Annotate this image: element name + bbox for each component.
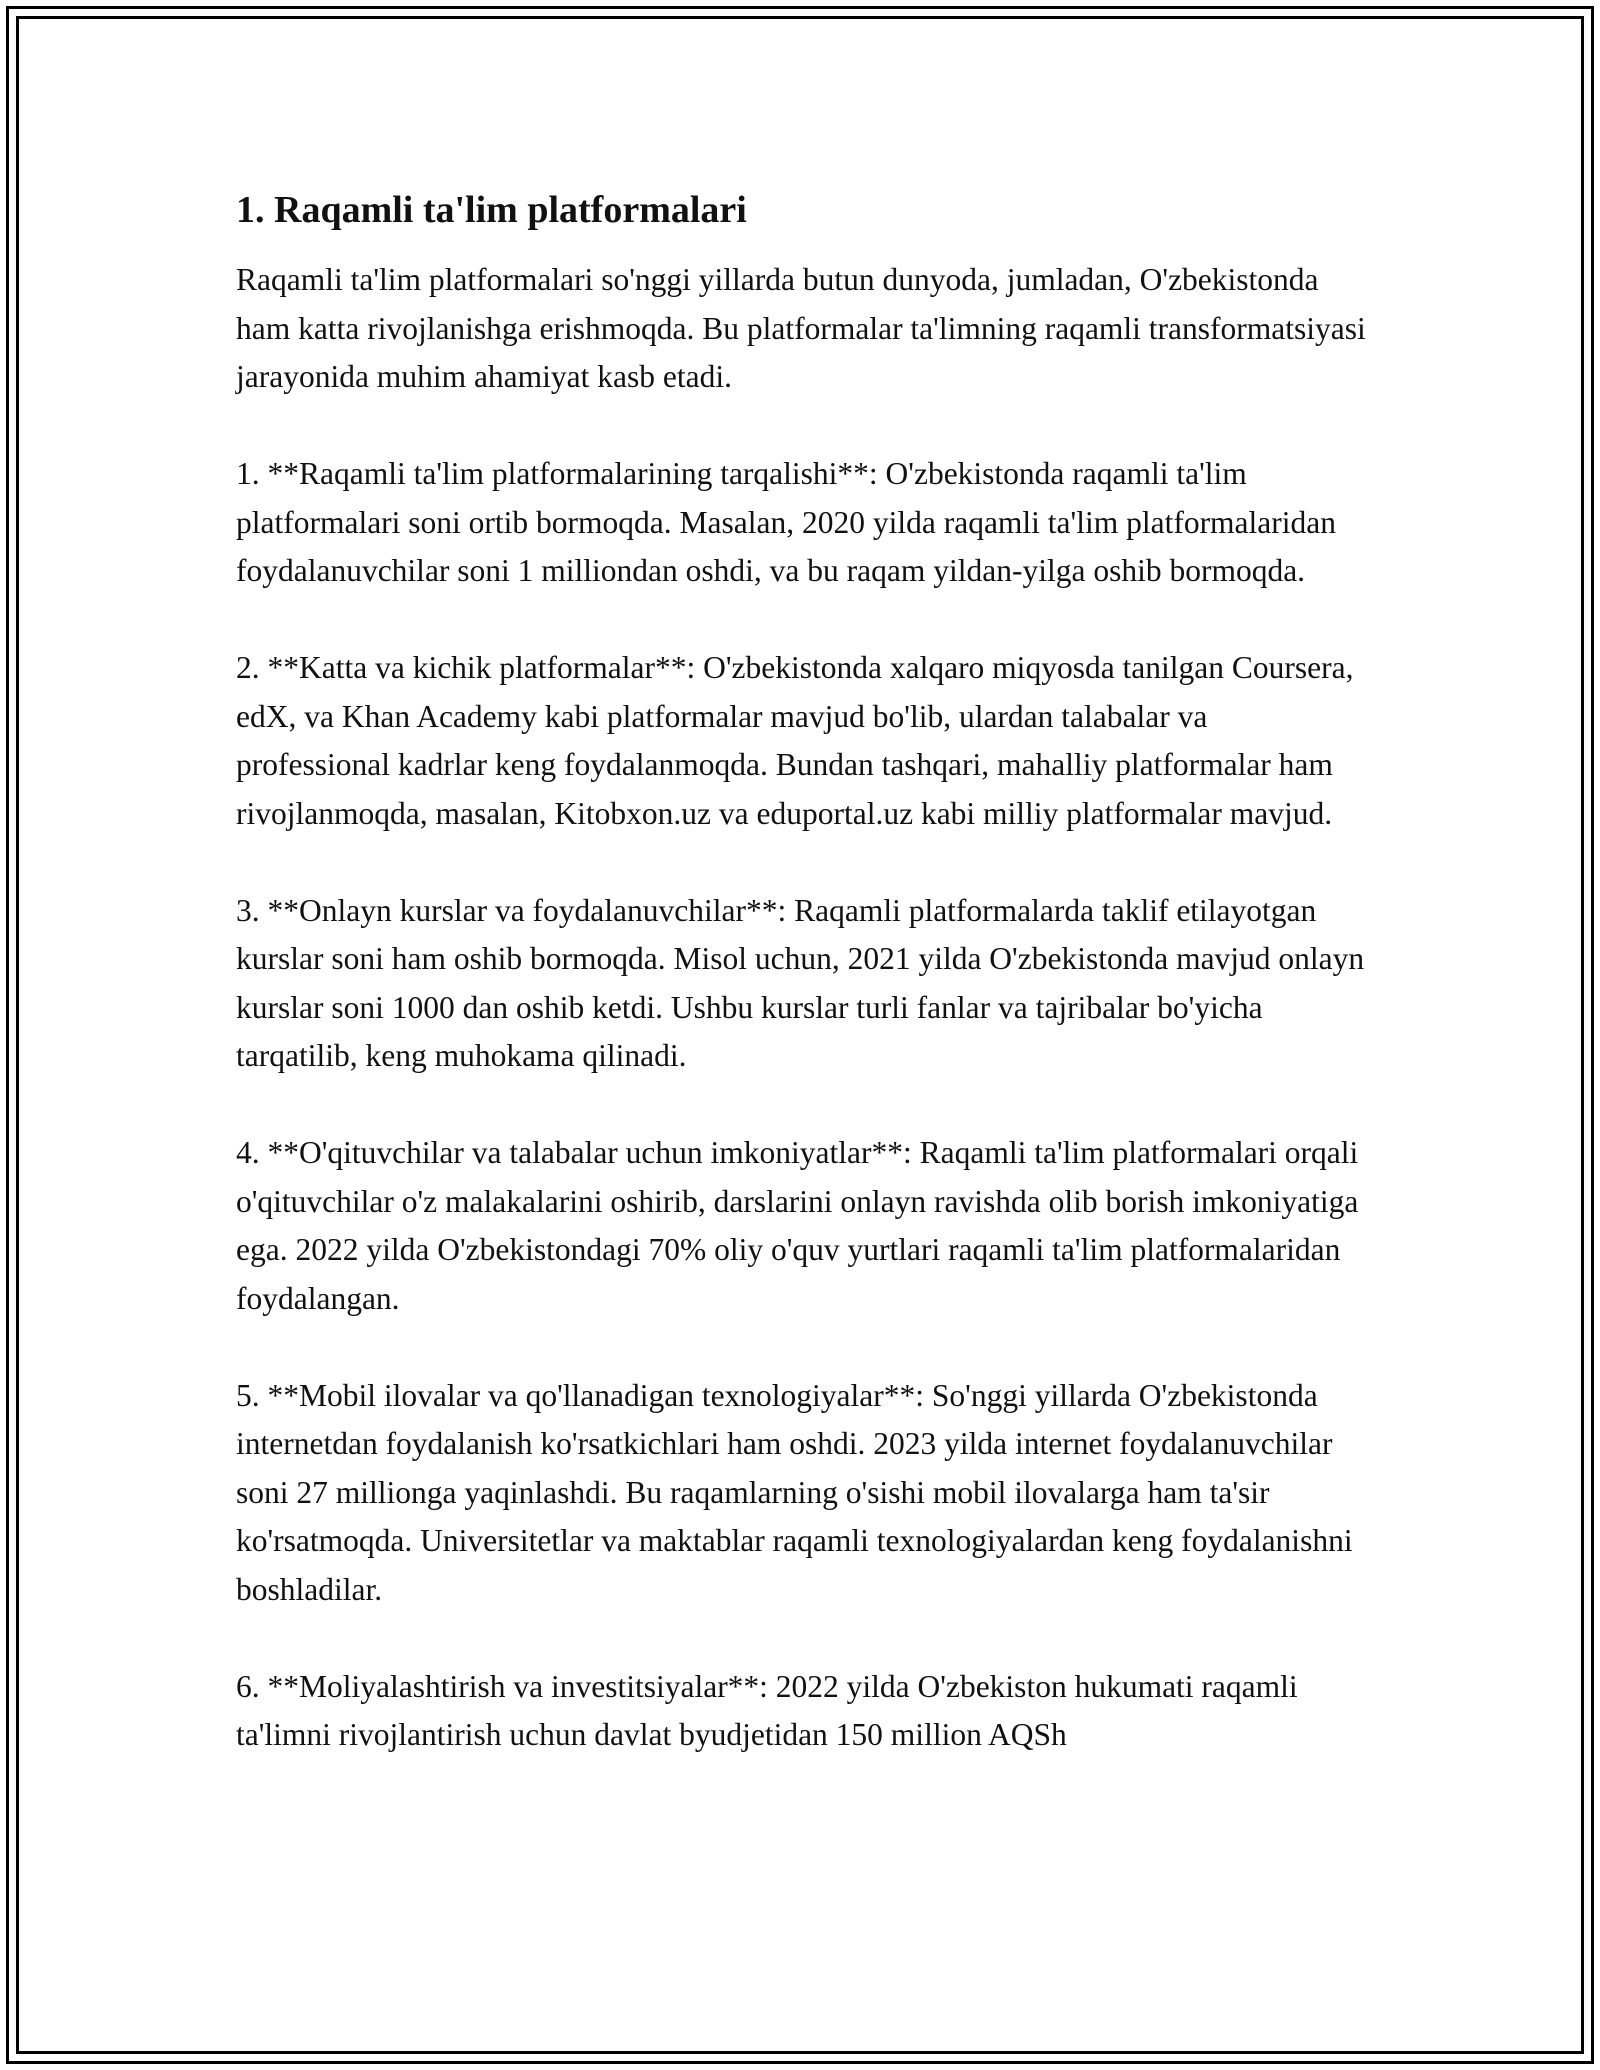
list-item-2-paragraph: 2. **Katta va kichik platformalar**: O'zbekistonda xalqaro miqyosda tanilgan Coursera, edX, va Khan Academy kabi platformalar mavjud bo'lib, ulardan talabalar va professional kadrlar keng foydalanmoqda. Bundan tashqari, mahalliy platformalar ham rivojlanmoqda, masalan, Kitobxon.uz va eduportal.uz kabi milliy platformalar mavjud. — [236, 650, 1354, 831]
list-item-3-paragraph: 3. **Onlayn kurslar va foydalanuvchilar**: Raqamli platformalarda taklif etilayotgan kurslar soni ham oshib bormoqda. Misol uchun, 2021 yilda O'zbekistonda mavjud onlayn kurslar soni 1000 dan oshib ketdi. Ushbu kurslar turli fanlar va tajribalar bo'yicha tarqatilib, keng muhokama qilinadi. — [236, 892, 1365, 1073]
list-item-4-paragraph: 4. **O'qituvchilar va talabalar uchun imkoniyatlar**: Raqamli ta'lim platformalari orqali o'qituvchilar o'z malakalarini oshirib, darslarini onlayn ravishda olib borish imkoniyatiga ega. 2022 yilda O'zbekistondagi 70% oliy o'quv yurtlari raqamli ta'lim platformalaridan foydalangan. — [236, 1135, 1359, 1316]
intro-paragraph: Raqamli ta'lim platformalari so'nggi yillarda butun dunyoda, jumladan, O'zbekistonda ham katta rivojlanishga erishmoqda. Bu platformalar ta'limning raqamli transformatsiyasi jarayonida muhim ahamiyat kasb etadi. — [236, 262, 1366, 394]
list-item-1-paragraph: 1. **Raqamli ta'lim platformalarining tarqalishi**: O'zbekistonda raqamli ta'lim platformalari soni ortib bormoqda. Masalan, 2020 yilda raqamli ta'lim platformalaridan foydalanuvchilar soni 1 milliondan oshdi, va bu raqam yildan-yilga oshib bormoqda. — [236, 456, 1336, 588]
document-body — [236, 186, 1366, 1808]
list-item-5-paragraph: 5. **Mobil ilovalar va qo'llanadigan texnologiyalar**: So'nggi yillarda O'zbekistonda internetdan foydalanish ko'rsatkichlari ham oshdi. 2023 yilda internet foydalanuvchilar soni 27 millionga yaqinlashdi. Bu raqamlarning o'sishi mobil ilovalarga ham ta'sir ko'rsatmoqda. Universitetlar va maktablar raqamli texnologiyalardan keng foydalanishni boshladilar. — [236, 1377, 1353, 1607]
list-item-6-paragraph: 6. **Moliyalashtirish va investitsiyalar**: 2022 yilda O'zbekiston hukumati raqamli ta'limni rivojlantirish uchun davlat byudjetidan 150 million AQSh — [236, 1668, 1298, 1752]
section-heading: 1. Raqamli ta'lim platformalari — [236, 189, 747, 231]
